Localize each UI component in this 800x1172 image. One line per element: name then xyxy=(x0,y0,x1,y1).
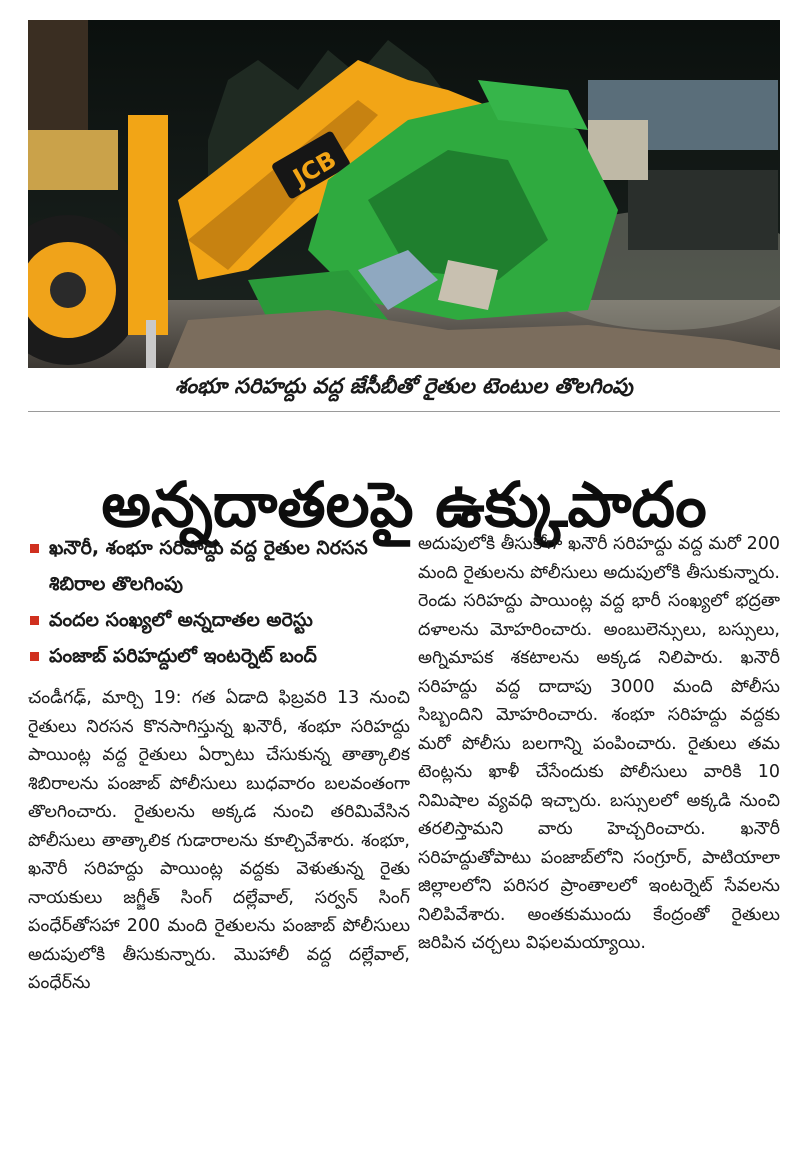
bullet-square-icon xyxy=(30,544,39,553)
jcb-demolition-photo xyxy=(28,20,780,368)
article-body-right: అదుపులోకి తీసుకోగా ఖనౌరీ సరిహద్దు వద్ద మరో 200 మంది రైతులను పోలీసులు అదుపులోకి తీసుకున్నారు. రెండు సరిహద్దు పాయింట్ల వద్ద భారీ సంఖ్యలో భద్రతా దళాలను మోహరించారు. అంబులెన్సులు, బస్సులు, అగ్నిమాపక శకటాలను అక్కడ నిలిపారు. ఖనౌరీ సరిహద్దు వద్ద దాదాపు 3000 మంది పోలీసు సిబ్బందిని మోహరించారు. శంభూ సరిహద్దు వద్దకు మరో పోలీసు బలగాన్ని పంపించారు. రైతులు తమ టెంట్లను ఖాళీ చేసేందుకు పోలీసులు వారికి 10 నిమిషాల వ్యవధి ఇచ్చారు. బస్సులలో అక్కడి నుంచి తరలిస్తామని వారు హెచ్చరించారు. ఖనౌరీ సరిహద్దుతోపాటు పంజాబ్‌లోని సంగ్రూర్, పాటియాలా జిల్లాలలోని పరిసర ప్రాంతాలలో ఇంటర్నెట్ సేవలను నిలిపివేశారు. అంతకుముందు కేంద్రంతో రైతులు జరిపిన చర్చలు విఫలమయ్యాయి. xyxy=(418,534,780,953)
bullet-square-icon xyxy=(30,616,39,625)
divider-rule xyxy=(28,411,780,412)
bullet-square-icon xyxy=(30,652,39,661)
article-column-left xyxy=(28,530,410,1142)
photo-caption: శంభూ సరిహద్దు వద్ద జేసీబీతో రైతుల టెంటుల తొలగింపు xyxy=(174,374,634,398)
key-point xyxy=(28,638,410,674)
key-point-text: పంజాబ్ పరిహద్దులో ఇంటర్నెట్ బంద్ xyxy=(49,645,317,667)
headline: అన్నదాతలపై ఉక్కుపాదం xyxy=(101,467,707,541)
news-photo xyxy=(28,20,780,368)
article-body-left: చండీగఢ్, మార్చి 19: గత ఏడాది ఫిబ్రవరి 13 నుంచి రైతులు నిరసన కొనసాగిస్తున్న ఖనౌరీ, శంభూ సరిహద్దు పాయింట్ల వద్ద రైతులు ఏర్పాటు చేసుకున్న తాత్కాలిక శిబిరాలను పంజాబ్ పోలీసులు బుధవారం బలవంతంగా తొలగించారు. రైతులను అక్కడ నుంచి తరిమివేసిన పోలీసులు తాత్కాలిక గుడారాలను కూల్చివేశారు. శంభూ, ఖనౌరీ సరిహద్దు పాయింట్ల వద్దకు వెళుతున్న రైతు నాయకులు జగ్జీత్ సింగ్ దల్లేవాల్, సర్వన్ సింగ్ పంధేర్‌తోసహా 200 మంది రైతులను పంజాబ్ పోలీసులు అదుపులోకి తీసుకున్నారు. మొహాలీ వద్ద దల్లేవాల్, పంధేర్‌ను xyxy=(28,688,410,993)
key-point-text: వందల సంఖ్యలో అన్నదాతల అరెస్టు xyxy=(49,609,313,631)
article-column-right xyxy=(418,530,780,1142)
key-point xyxy=(28,530,410,602)
key-points-list xyxy=(28,530,410,674)
key-point xyxy=(28,602,410,638)
jcb-logo-text: JCB xyxy=(288,145,342,192)
key-point-text: ఖనౌరీ, శంభూ సరిహద్దు వద్ద రైతుల నిరసన శిబిరాల తొలగింపు xyxy=(49,537,368,595)
